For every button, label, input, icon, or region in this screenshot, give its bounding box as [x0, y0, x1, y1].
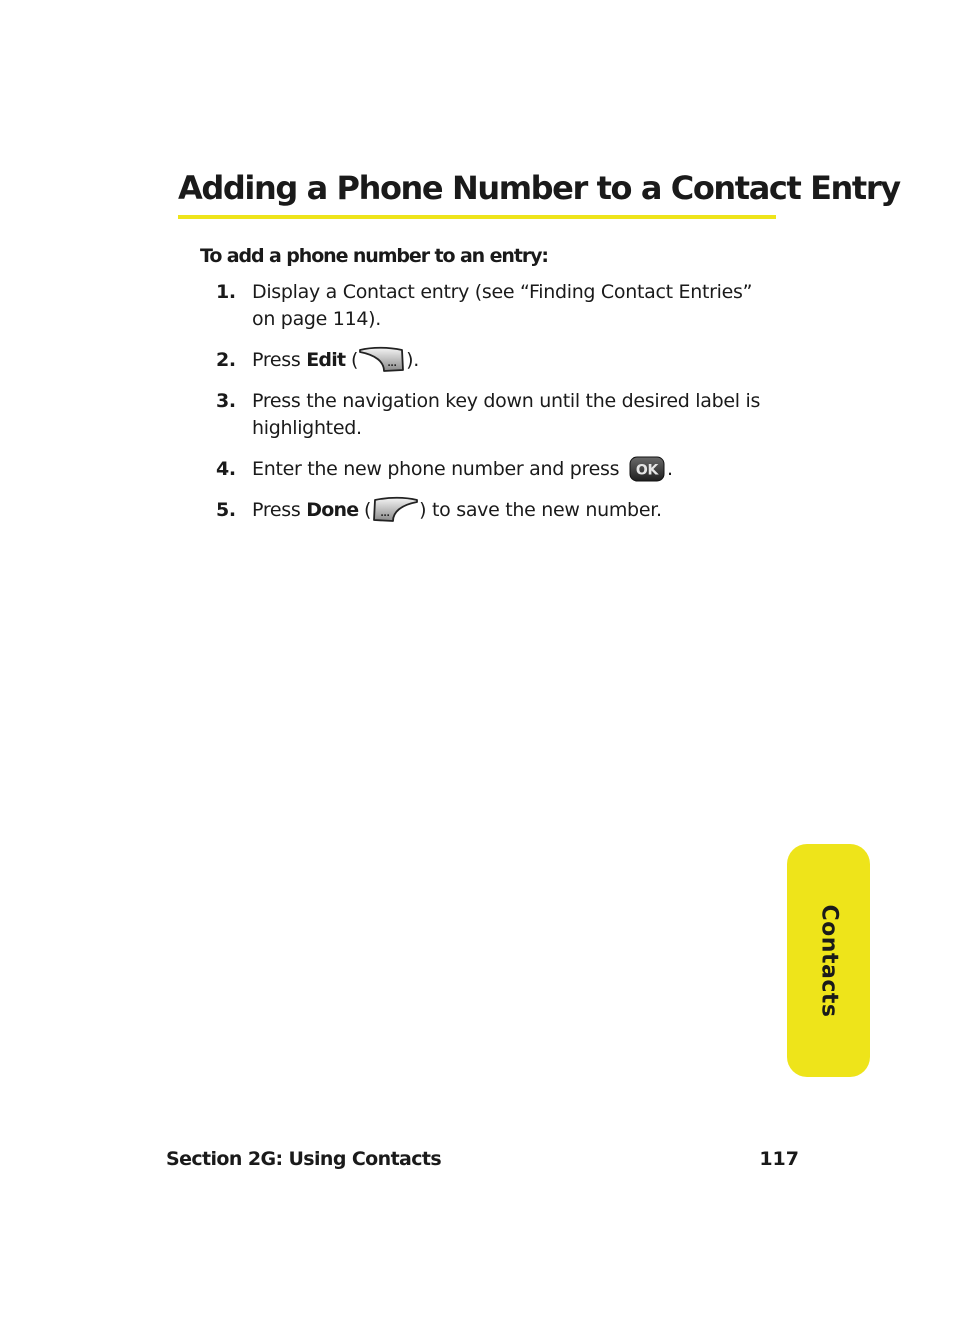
- svg-text:...: ...: [380, 508, 390, 519]
- step-number: 1.: [216, 281, 236, 303]
- section-tab-label: Contacts: [816, 904, 841, 1017]
- step-text: Display a Contact entry (see “Finding Contact Entries” on page 114).: [252, 281, 753, 330]
- step-text: Press: [252, 499, 307, 521]
- key-name-done: Done: [306, 499, 359, 521]
- page-title: Adding a Phone Number to a Contact Entry: [178, 169, 900, 207]
- page-number: 117: [759, 1148, 799, 1170]
- right-softkey-icon: [358, 346, 406, 374]
- step-text-end: ) to save the new number.: [419, 499, 662, 521]
- step-number: 5.: [216, 499, 236, 521]
- step-text-end: .: [666, 458, 673, 480]
- step-1: [216, 279, 776, 333]
- step-number: 3.: [216, 390, 236, 412]
- left-softkey-icon: [371, 496, 419, 524]
- paren-close: ).: [406, 349, 419, 371]
- ok-key-icon: [629, 456, 665, 482]
- step-2: [216, 347, 776, 374]
- steps-list: [216, 279, 776, 538]
- svg-text:...: ...: [387, 358, 397, 369]
- paren-open: (: [358, 499, 372, 521]
- footer-section-title: Section 2G: Using Contacts: [166, 1148, 442, 1170]
- title-underline: [178, 215, 776, 219]
- step-4: [216, 456, 776, 483]
- step-number: 4.: [216, 458, 236, 480]
- step-number: 2.: [216, 349, 236, 371]
- step-text: Enter the new phone number and press: [252, 458, 625, 480]
- step-3: [216, 388, 776, 442]
- paren-open: (: [345, 349, 359, 371]
- procedure-intro: To add a phone number to an entry:: [200, 245, 548, 267]
- key-name-edit: Edit: [306, 349, 346, 371]
- step-5: [216, 497, 776, 524]
- step-text: Press: [252, 349, 307, 371]
- step-text: Press the navigation key down until the desired label is highlighted.: [252, 390, 761, 439]
- svg-text:OK: OK: [635, 462, 659, 478]
- section-tab: [787, 844, 870, 1077]
